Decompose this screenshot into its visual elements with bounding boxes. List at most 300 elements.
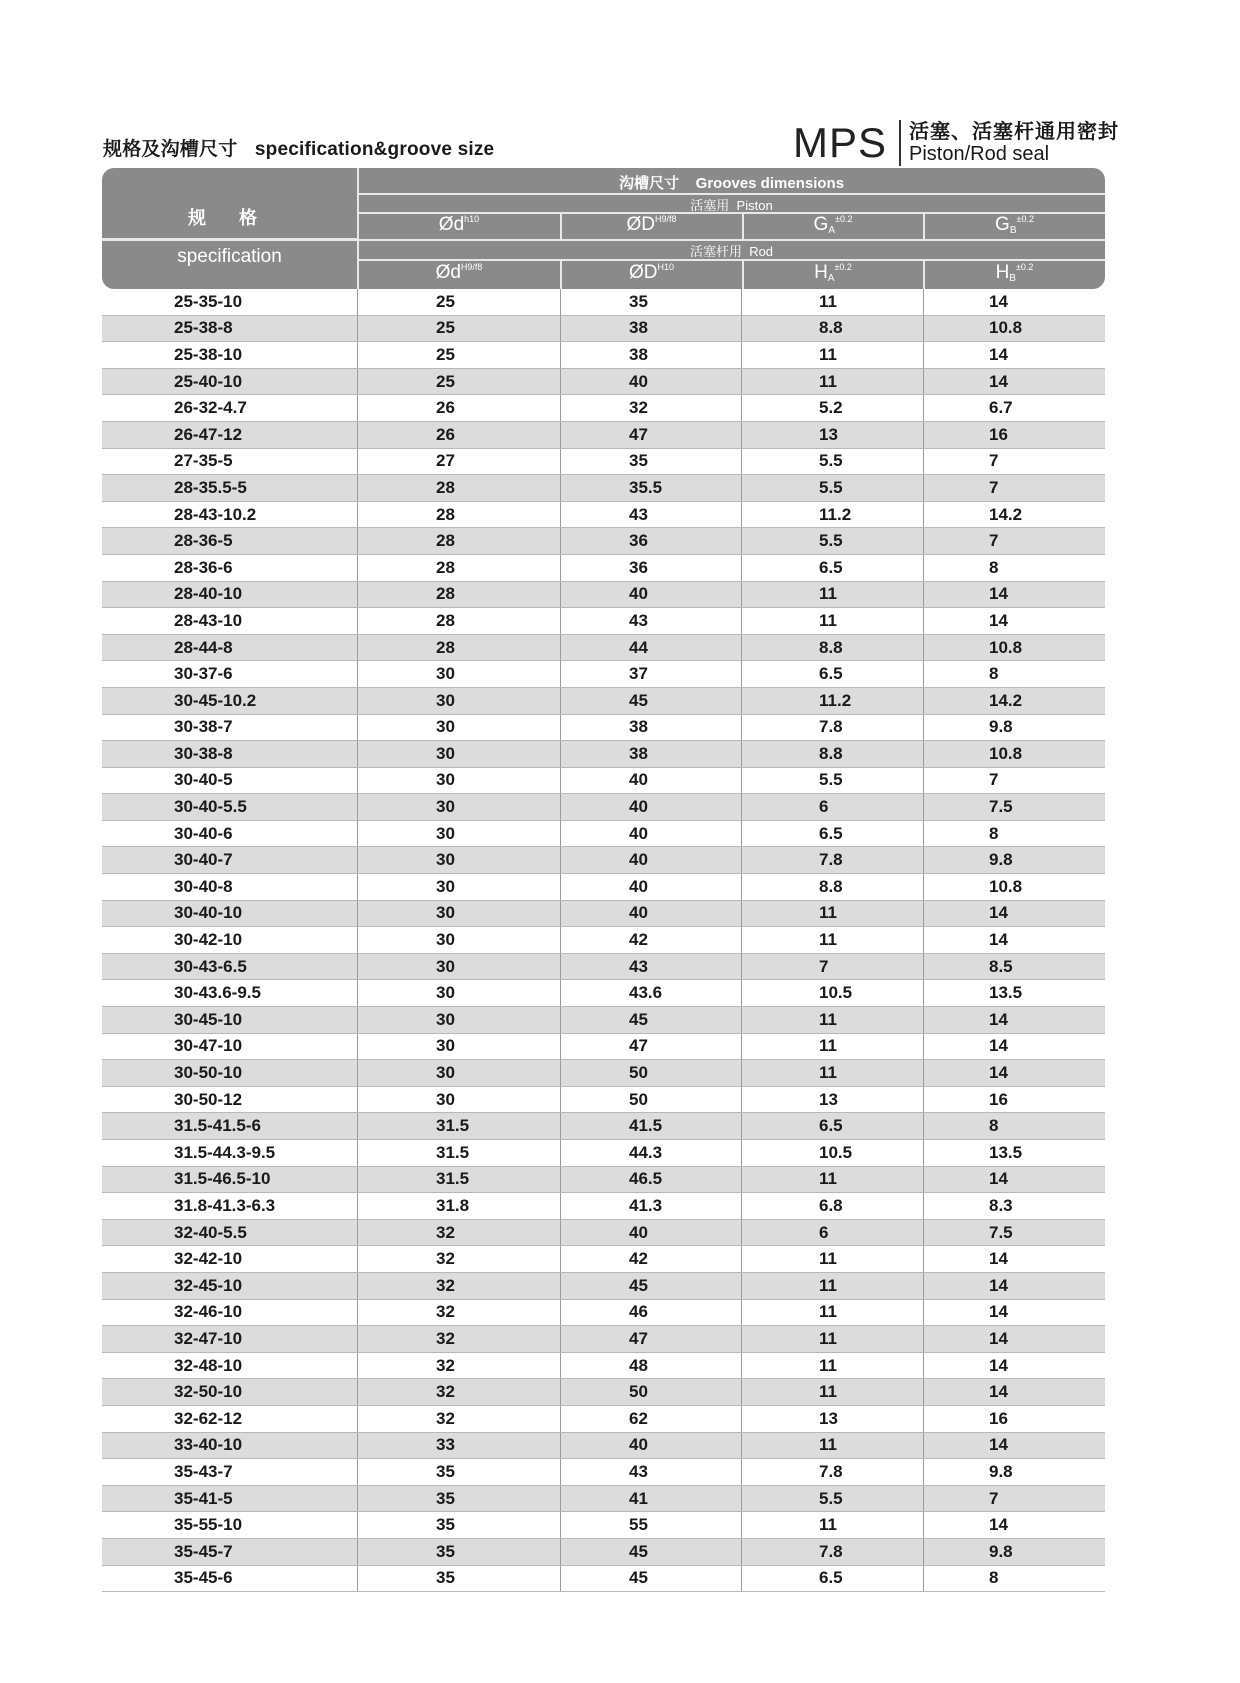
cell-specification: 25-35-10	[102, 289, 358, 315]
cell-specification: 26-47-12	[102, 422, 358, 448]
cell-specification: 25-38-10	[102, 342, 358, 368]
cell-GB-HB: 9.8	[989, 717, 1013, 737]
cell-specification: 35-43-7	[102, 1459, 358, 1485]
cell-d: 30	[358, 927, 561, 953]
cell-d: 30	[358, 794, 561, 820]
cell-D: 41.5	[561, 1113, 742, 1139]
cell-GA-HA: 6.5	[742, 821, 924, 847]
cell-GA-HA: 11	[742, 1167, 924, 1193]
cell-d: 28	[358, 528, 561, 554]
cell-d: 32	[358, 1273, 561, 1299]
cell-d: 31.5	[358, 1140, 561, 1166]
cell-specification: 35-55-10	[102, 1512, 358, 1538]
rod-D-header	[561, 262, 742, 284]
cell-GA-HA: 13	[742, 422, 924, 448]
cell-D: 42	[561, 927, 742, 953]
symbol: Ød	[438, 214, 465, 235]
symbol: ØD	[628, 262, 658, 283]
cell-D: 45	[561, 1007, 742, 1033]
cell-d: 30	[358, 847, 561, 873]
cell-specification: 30-40-5	[102, 768, 358, 794]
product-name-en: Piston/Rod seal	[909, 143, 1050, 165]
spec-header-en: specification	[177, 246, 282, 267]
cell-d: 30	[358, 768, 561, 794]
table-row	[102, 395, 1105, 422]
piston-GB-header	[924, 214, 1105, 236]
cell-GA-HA: 7	[742, 954, 924, 980]
rod-HB-header	[924, 262, 1105, 284]
cell-GA-HA: 11	[742, 1353, 924, 1379]
cell-d: 30	[358, 901, 561, 927]
cell-d: 32	[358, 1379, 561, 1405]
cell-GA-HA: 11	[742, 1007, 924, 1033]
cell-D: 40	[561, 582, 742, 608]
cell-d: 28	[358, 635, 561, 661]
cell-specification: 30-40-8	[102, 874, 358, 900]
cell-GB-HB: 14	[989, 291, 1008, 311]
cell-GB-HB: 8	[989, 1568, 999, 1588]
subscript: A	[827, 273, 835, 284]
cell-GA-HA: 10.5	[742, 1140, 924, 1166]
cell-GA-HA: 8.8	[742, 316, 924, 342]
cell-D: 37	[561, 661, 742, 687]
cell-d: 32	[358, 1353, 561, 1379]
table-row	[102, 635, 1105, 662]
cell-specification: 31.8-41.3-6.3	[102, 1193, 358, 1219]
cell-GB-HB: 13.5	[989, 983, 1023, 1003]
cell-specification: 30-37-6	[102, 661, 358, 687]
cell-GB-HB: 14	[989, 584, 1008, 604]
cell-D: 62	[561, 1406, 742, 1432]
cell-d: 35	[358, 1486, 561, 1512]
cell-GA-HA: 11	[742, 1246, 924, 1272]
cell-GB-HB: 7	[989, 477, 999, 497]
cell-GA-HA: 6	[742, 1220, 924, 1246]
cell-specification: 35-45-7	[102, 1539, 358, 1565]
cell-specification: 30-38-7	[102, 715, 358, 741]
cell-GA-HA: 11	[742, 582, 924, 608]
table-row	[102, 608, 1105, 635]
cell-D: 43.6	[561, 980, 742, 1006]
symbol: Ød	[435, 262, 461, 283]
cell-d: 30	[358, 821, 561, 847]
rod-HA-header	[743, 262, 923, 284]
symbol: H	[814, 262, 828, 283]
cell-specification: 30-40-6	[102, 821, 358, 847]
cell-specification: 32-45-10	[102, 1273, 358, 1299]
cell-specification: 32-46-10	[102, 1300, 358, 1326]
cell-specification: 28-43-10.2	[102, 502, 358, 528]
cell-d: 32	[358, 1406, 561, 1432]
table-row	[102, 1034, 1105, 1061]
cell-d: 28	[358, 582, 561, 608]
cell-GB-HB: 7	[989, 451, 999, 471]
cell-D: 35.5	[561, 475, 742, 501]
subscript: A	[828, 225, 835, 236]
cell-d: 31.5	[358, 1113, 561, 1139]
cell-D: 43	[561, 954, 742, 980]
cell-D: 45	[561, 1566, 742, 1592]
cell-GB-HB: 7	[989, 531, 999, 551]
cell-d: 35	[358, 1566, 561, 1592]
heading-en: specification&groove size	[254, 139, 495, 160]
cell-D: 47	[561, 1034, 742, 1060]
divider	[102, 238, 357, 241]
cell-specification: 25-40-10	[102, 369, 358, 395]
table-row	[102, 475, 1105, 502]
table-row	[102, 502, 1105, 529]
cell-d: 32	[358, 1326, 561, 1352]
cell-specification: 32-50-10	[102, 1379, 358, 1405]
cell-GA-HA: 11	[742, 342, 924, 368]
cell-GA-HA: 11	[742, 1512, 924, 1538]
cell-GB-HB: 8.3	[989, 1195, 1013, 1215]
cell-GB-HB: 10.8	[989, 743, 1023, 763]
cell-d: 35	[358, 1539, 561, 1565]
rod-en: Rod	[749, 244, 774, 259]
cell-specification: 28-44-8	[102, 635, 358, 661]
cell-GB-HB: 7.5	[989, 1222, 1013, 1242]
cell-GB-HB: 8	[989, 557, 999, 577]
cell-D: 45	[561, 1273, 742, 1299]
table-row	[102, 1486, 1105, 1513]
cell-D: 40	[561, 369, 742, 395]
cell-GA-HA: 11	[742, 1379, 924, 1405]
symbol: G	[813, 214, 829, 235]
cell-D: 41.3	[561, 1193, 742, 1219]
table-row	[102, 661, 1105, 688]
table-row	[102, 1566, 1105, 1593]
heading-cn: 规格及沟槽尺寸	[103, 139, 238, 160]
cell-specification: 30-43.6-9.5	[102, 980, 358, 1006]
cell-D: 38	[561, 715, 742, 741]
product-brand	[793, 118, 1119, 168]
cell-specification: 31.5-46.5-10	[102, 1167, 358, 1193]
table-row	[102, 1273, 1105, 1300]
cell-d: 30	[358, 1034, 561, 1060]
cell-d: 28	[358, 475, 561, 501]
spec-header-cn: 规 格	[187, 208, 271, 228]
grooves-header	[358, 172, 1105, 193]
cell-D: 46	[561, 1300, 742, 1326]
table-row	[102, 289, 1105, 316]
cell-GB-HB: 16	[989, 1089, 1008, 1109]
table-row	[102, 1087, 1105, 1114]
table-row	[102, 369, 1105, 396]
product-code: MPS	[793, 120, 901, 166]
cell-d: 32	[358, 1220, 561, 1246]
table-row	[102, 342, 1105, 369]
table-row	[102, 794, 1105, 821]
cell-GB-HB: 9.8	[989, 1461, 1013, 1481]
cell-D: 32	[561, 395, 742, 421]
cell-D: 43	[561, 502, 742, 528]
cell-GA-HA: 6	[742, 794, 924, 820]
cell-d: 30	[358, 1087, 561, 1113]
tolerance: ±0.2	[1015, 262, 1034, 272]
cell-specification: 28-36-6	[102, 555, 358, 581]
table-row	[102, 1512, 1105, 1539]
cell-d: 30	[358, 980, 561, 1006]
cell-d: 28	[358, 555, 561, 581]
cell-D: 38	[561, 342, 742, 368]
cell-d: 33	[358, 1433, 561, 1459]
table-row	[102, 1326, 1105, 1353]
piston-header	[358, 195, 1105, 214]
cell-GA-HA: 11	[742, 1326, 924, 1352]
cell-GB-HB: 10.8	[989, 637, 1023, 657]
cell-GB-HB: 8	[989, 823, 999, 843]
cell-D: 45	[561, 688, 742, 714]
cell-d: 32	[358, 1300, 561, 1326]
cell-D: 48	[561, 1353, 742, 1379]
cell-D: 44	[561, 635, 742, 661]
cell-GB-HB: 14	[989, 1036, 1008, 1056]
table-row	[102, 1060, 1105, 1087]
tolerance: H9/f8	[654, 214, 677, 224]
page-heading	[103, 134, 494, 161]
cell-GB-HB: 10.8	[989, 318, 1023, 338]
cell-specification: 33-40-10	[102, 1433, 358, 1459]
cell-d: 28	[358, 608, 561, 634]
cell-GB-HB: 7	[989, 1488, 999, 1508]
table-row	[102, 1406, 1105, 1433]
table-row	[102, 1353, 1105, 1380]
cell-specification: 30-42-10	[102, 927, 358, 953]
cell-D: 40	[561, 1220, 742, 1246]
cell-D: 38	[561, 741, 742, 767]
cell-GA-HA: 11	[742, 1273, 924, 1299]
cell-GA-HA: 7.8	[742, 847, 924, 873]
grooves-cn: 沟槽尺寸	[618, 175, 679, 192]
cell-GA-HA: 11	[742, 901, 924, 927]
cell-D: 40	[561, 847, 742, 873]
cell-specification: 32-42-10	[102, 1246, 358, 1272]
tolerance: H9/f8	[460, 262, 483, 272]
table-row	[102, 1539, 1105, 1566]
table-row	[102, 1379, 1105, 1406]
cell-D: 40	[561, 901, 742, 927]
cell-d: 35	[358, 1512, 561, 1538]
cell-GA-HA: 10.5	[742, 980, 924, 1006]
cell-GB-HB: 14.2	[989, 504, 1023, 524]
cell-specification: 30-45-10	[102, 1007, 358, 1033]
cell-GB-HB: 14	[989, 1328, 1008, 1348]
cell-D: 38	[561, 316, 742, 342]
table-row	[102, 874, 1105, 901]
cell-D: 46.5	[561, 1167, 742, 1193]
cell-GB-HB: 14	[989, 1063, 1008, 1083]
cell-d: 31.5	[358, 1167, 561, 1193]
product-name-cn: 活塞、活塞杆通用密封	[909, 121, 1120, 143]
cell-specification: 30-38-8	[102, 741, 358, 767]
cell-GB-HB: 14	[989, 1355, 1008, 1375]
cell-GB-HB: 14	[989, 610, 1008, 630]
cell-GA-HA: 11	[742, 1060, 924, 1086]
cell-specification: 32-48-10	[102, 1353, 358, 1379]
cell-d: 26	[358, 422, 561, 448]
cell-GA-HA: 11	[742, 927, 924, 953]
cell-d: 30	[358, 741, 561, 767]
table-row	[102, 528, 1105, 555]
table-row	[102, 821, 1105, 848]
table-row	[102, 1167, 1105, 1194]
cell-GA-HA: 7.8	[742, 715, 924, 741]
piston-d-header	[358, 214, 560, 236]
table-row	[102, 768, 1105, 795]
cell-D: 36	[561, 528, 742, 554]
cell-D: 43	[561, 608, 742, 634]
table-row	[102, 1113, 1105, 1140]
cell-d: 30	[358, 1060, 561, 1086]
piston-GA-header	[743, 214, 923, 236]
cell-GA-HA: 13	[742, 1087, 924, 1113]
table-row	[102, 316, 1105, 343]
cell-GB-HB: 14	[989, 1435, 1008, 1455]
cell-specification: 32-62-12	[102, 1406, 358, 1432]
cell-D: 43	[561, 1459, 742, 1485]
symbol: H	[995, 262, 1010, 283]
table-row	[102, 555, 1105, 582]
table-row	[102, 449, 1105, 476]
cell-specification: 35-41-5	[102, 1486, 358, 1512]
cell-specification: 28-40-10	[102, 582, 358, 608]
cell-GB-HB: 13.5	[989, 1142, 1023, 1162]
cell-GA-HA: 11	[742, 1433, 924, 1459]
tolerance: ±0.2	[1016, 214, 1034, 224]
table-row	[102, 1433, 1105, 1460]
cell-D: 50	[561, 1060, 742, 1086]
cell-GB-HB: 7.5	[989, 797, 1013, 817]
tolerance: h10	[464, 214, 480, 224]
symbol: G	[995, 214, 1010, 235]
cell-GB-HB: 8	[989, 664, 999, 684]
table-row	[102, 847, 1105, 874]
cell-GA-HA: 6.8	[742, 1193, 924, 1219]
cell-d: 32	[358, 1246, 561, 1272]
cell-GA-HA: 7.8	[742, 1459, 924, 1485]
cell-GA-HA: 11.2	[742, 688, 924, 714]
table-row	[102, 715, 1105, 742]
cell-GB-HB: 14	[989, 1382, 1008, 1402]
cell-GA-HA: 11	[742, 289, 924, 315]
grooves-en: Grooves dimensions	[695, 175, 845, 192]
table-row	[102, 1140, 1105, 1167]
cell-D: 47	[561, 1326, 742, 1352]
cell-specification: 30-40-7	[102, 847, 358, 873]
table-row	[102, 954, 1105, 981]
cell-D: 50	[561, 1087, 742, 1113]
piston-D-header	[561, 214, 742, 236]
cell-GB-HB: 14	[989, 344, 1008, 364]
cell-d: 28	[358, 502, 561, 528]
tolerance: ±0.2	[835, 214, 853, 224]
cell-d: 25	[358, 316, 561, 342]
cell-specification: 30-43-6.5	[102, 954, 358, 980]
cell-GB-HB: 7	[989, 770, 999, 790]
cell-GB-HB: 16	[989, 424, 1008, 444]
tolerance: ±0.2	[834, 262, 852, 272]
cell-GB-HB: 14	[989, 1515, 1008, 1535]
cell-GA-HA: 11	[742, 369, 924, 395]
cell-GB-HB: 14	[989, 1275, 1008, 1295]
table-row	[102, 927, 1105, 954]
cell-GB-HB: 10.8	[989, 876, 1023, 896]
table-row	[102, 688, 1105, 715]
cell-specification: 30-50-12	[102, 1087, 358, 1113]
cell-D: 40	[561, 794, 742, 820]
cell-D: 40	[561, 821, 742, 847]
cell-d: 25	[358, 289, 561, 315]
cell-GB-HB: 8.5	[989, 956, 1013, 976]
cell-specification: 32-40-5.5	[102, 1220, 358, 1246]
cell-specification: 27-35-5	[102, 449, 358, 475]
table-body	[102, 289, 1105, 1592]
cell-GB-HB: 14.2	[989, 690, 1023, 710]
cell-specification: 31.5-44.3-9.5	[102, 1140, 358, 1166]
table-row	[102, 1007, 1105, 1034]
cell-GA-HA: 6.5	[742, 555, 924, 581]
cell-D: 55	[561, 1512, 742, 1538]
rod-cn: 活塞杆用	[689, 244, 742, 259]
cell-D: 40	[561, 768, 742, 794]
table-row	[102, 1459, 1105, 1486]
table-row	[102, 1300, 1105, 1327]
cell-GA-HA: 11	[742, 608, 924, 634]
cell-GA-HA: 7.8	[742, 1539, 924, 1565]
cell-GA-HA: 5.2	[742, 395, 924, 421]
cell-GA-HA: 6.5	[742, 1566, 924, 1592]
cell-GA-HA: 8.8	[742, 741, 924, 767]
cell-GA-HA: 11	[742, 1300, 924, 1326]
cell-D: 40	[561, 1433, 742, 1459]
rod-header	[358, 241, 1105, 260]
table-row	[102, 422, 1105, 449]
cell-GB-HB: 14	[989, 903, 1008, 923]
cell-d: 30	[358, 688, 561, 714]
cell-GB-HB: 9.8	[989, 1541, 1013, 1561]
cell-GA-HA: 8.8	[742, 874, 924, 900]
cell-GB-HB: 8	[989, 1116, 999, 1136]
cell-GB-HB: 14	[989, 1169, 1008, 1189]
table-row	[102, 582, 1105, 609]
cell-D: 36	[561, 555, 742, 581]
table-row	[102, 980, 1105, 1007]
cell-specification: 30-40-5.5	[102, 794, 358, 820]
cell-D: 40	[561, 874, 742, 900]
cell-D: 45	[561, 1539, 742, 1565]
cell-d: 26	[358, 395, 561, 421]
cell-d: 25	[358, 369, 561, 395]
cell-d: 30	[358, 661, 561, 687]
table-header	[102, 168, 1105, 289]
cell-specification: 32-47-10	[102, 1326, 358, 1352]
cell-specification: 28-43-10	[102, 608, 358, 634]
cell-GA-HA: 5.5	[742, 475, 924, 501]
cell-GB-HB: 14	[989, 1009, 1008, 1029]
cell-GB-HB: 16	[989, 1408, 1008, 1428]
cell-specification: 30-40-10	[102, 901, 358, 927]
cell-GA-HA: 6.5	[742, 661, 924, 687]
cell-specification: 35-45-6	[102, 1566, 358, 1592]
table-row	[102, 1193, 1105, 1220]
cell-GA-HA: 5.5	[742, 1486, 924, 1512]
cell-GA-HA: 8.8	[742, 635, 924, 661]
cell-GA-HA: 5.5	[742, 449, 924, 475]
cell-D: 44.3	[561, 1140, 742, 1166]
subscript: B	[1009, 225, 1017, 236]
piston-en: Piston	[736, 198, 773, 213]
